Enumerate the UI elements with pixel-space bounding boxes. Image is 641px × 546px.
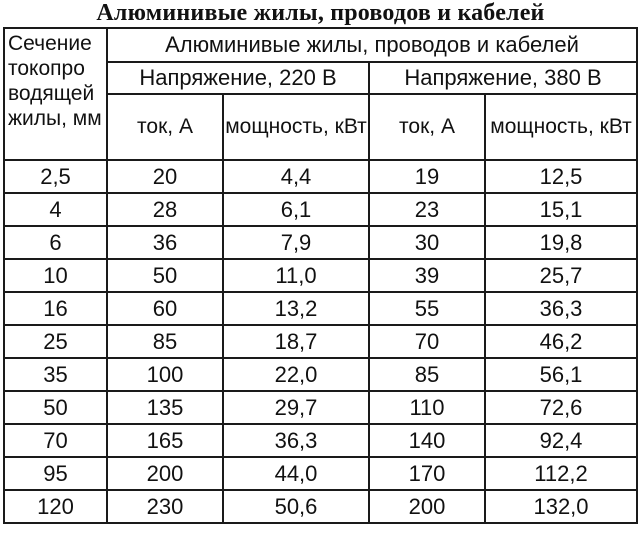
cell-power-220: 29,7 [223,391,369,424]
cell-power-380: 92,4 [485,424,637,457]
cell-power-380: 36,3 [485,292,637,325]
cell-current-220: 50 [107,259,223,292]
cell-power-220: 36,3 [223,424,369,457]
cell-current-220: 28 [107,193,223,226]
power-380-header: мощность, кВт [485,94,637,160]
cell-power-220: 44,0 [223,457,369,490]
table-row [4,457,637,490]
cell-current-380: 200 [369,490,485,523]
cell-current-380: 55 [369,292,485,325]
current-220-header: ток, А [107,94,223,160]
cell-current-380: 170 [369,457,485,490]
cell-section: 95 [4,457,107,490]
page-title: Алюминивые жилы, проводов и кабелей [96,0,545,26]
cell-power-220: 22,0 [223,358,369,391]
cell-power-380: 46,2 [485,325,637,358]
cell-current-220: 20 [107,160,223,193]
cell-power-380: 72,6 [485,391,637,424]
cell-current-220: 60 [107,292,223,325]
current-380-header: ток, А [369,94,485,160]
table-row [4,490,637,523]
table-row [4,325,637,358]
cell-current-220: 85 [107,325,223,358]
cell-power-220: 4,4 [223,160,369,193]
table-row [4,358,637,391]
cell-current-380: 110 [369,391,485,424]
table-row [4,193,637,226]
cell-section: 6 [4,226,107,259]
cell-power-220: 6,1 [223,193,369,226]
cell-section: 10 [4,259,107,292]
table-row [4,226,637,259]
cell-power-220: 11,0 [223,259,369,292]
cell-section: 35 [4,358,107,391]
cell-current-220: 230 [107,490,223,523]
cell-section: 2,5 [4,160,107,193]
cell-power-220: 50,6 [223,490,369,523]
voltage-380-header: Напряжение, 380 В [369,62,637,94]
table-row [4,424,637,457]
cell-power-380: 112,2 [485,457,637,490]
cell-current-380: 30 [369,226,485,259]
cell-power-220: 18,7 [223,325,369,358]
table-row [4,160,637,193]
cell-current-380: 70 [369,325,485,358]
voltage-220-header: Напряжение, 220 В [107,62,369,94]
cell-power-220: 13,2 [223,292,369,325]
cell-section: 25 [4,325,107,358]
cell-current-380: 39 [369,259,485,292]
cell-section: 50 [4,391,107,424]
table-row [4,292,637,325]
table-row [4,391,637,424]
cell-current-380: 85 [369,358,485,391]
cell-current-220: 36 [107,226,223,259]
cell-power-380: 19,8 [485,226,637,259]
cell-power-220: 7,9 [223,226,369,259]
cell-section: 16 [4,292,107,325]
cell-power-380: 25,7 [485,259,637,292]
cell-current-380: 19 [369,160,485,193]
cell-section: 120 [4,490,107,523]
cell-power-380: 15,1 [485,193,637,226]
cell-section: 70 [4,424,107,457]
cell-power-380: 132,0 [485,490,637,523]
cell-current-220: 100 [107,358,223,391]
cell-power-380: 12,5 [485,160,637,193]
cable-table [3,27,638,524]
group-header: Алюминивые жилы, проводов и кабелей [107,28,637,62]
cell-current-220: 135 [107,391,223,424]
cell-section: 4 [4,193,107,226]
table-row [4,259,637,292]
cell-power-380: 56,1 [485,358,637,391]
section-header: Сечение токопро водящей жилы, мм [4,28,107,160]
cell-current-380: 140 [369,424,485,457]
cell-current-220: 165 [107,424,223,457]
power-220-header: мощность, кВт [223,94,369,160]
table-body [4,160,637,523]
cell-current-220: 200 [107,457,223,490]
cell-current-380: 23 [369,193,485,226]
